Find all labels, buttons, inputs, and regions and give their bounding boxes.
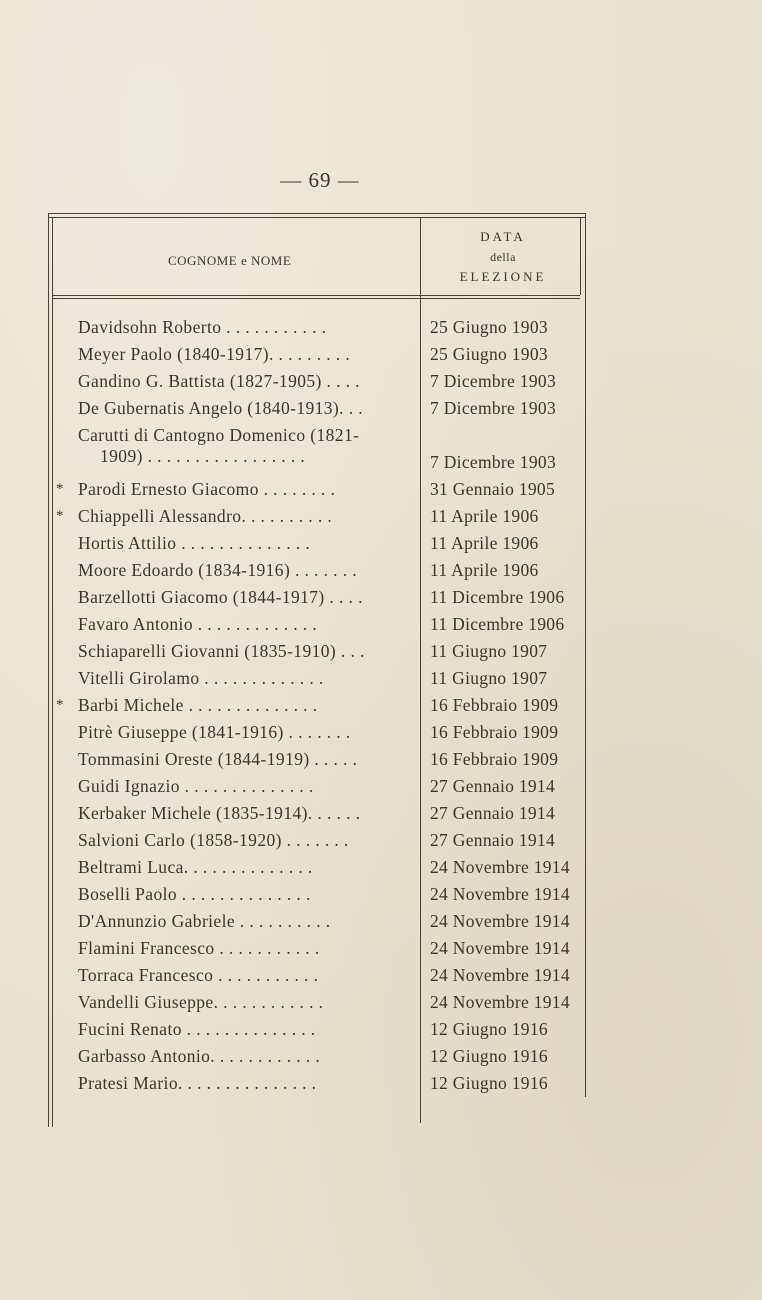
election-date: 16 Febbraio 1909 — [430, 749, 559, 769]
member-name: Chiappelli Alessandro. . . . . . . . . . — [78, 506, 333, 526]
election-date: 25 Giugno 1903 — [430, 344, 548, 364]
table-row — [48, 587, 586, 614]
table-row — [48, 776, 586, 803]
election-date: 24 Novembre 1914 — [430, 857, 570, 877]
date-column-header — [423, 227, 583, 287]
member-name: Pitrè Giuseppe (1841-1916) . . . . . . . — [78, 722, 351, 742]
election-date: 11 Aprile 1906 — [430, 506, 539, 526]
election-date: 24 Novembre 1914 — [430, 884, 570, 904]
election-date: 12 Giugno 1916 — [430, 1046, 548, 1066]
table-row — [48, 668, 586, 695]
election-date: 11 Dicembre 1906 — [430, 614, 565, 634]
election-date: 27 Gennaio 1914 — [430, 803, 556, 823]
table-row — [48, 641, 586, 668]
table-row — [48, 911, 586, 938]
page-number: — 69 — — [280, 168, 360, 192]
member-name: Boselli Paolo . . . . . . . . . . . . . . — [78, 884, 311, 904]
table-row — [48, 614, 586, 641]
table-row — [48, 344, 586, 371]
election-date: 16 Febbraio 1909 — [430, 722, 559, 742]
table-row — [48, 695, 586, 722]
member-name: Beltrami Luca. . . . . . . . . . . . . . — [78, 857, 313, 877]
table-row — [48, 1019, 586, 1046]
member-name: Fucini Renato . . . . . . . . . . . . . . — [78, 1019, 316, 1039]
table-row — [48, 1073, 586, 1100]
header-bottom-rule-inner — [52, 298, 580, 299]
election-date: 11 Giugno 1907 — [430, 668, 548, 688]
table-top-rule-inner — [48, 217, 586, 218]
election-date: 11 Aprile 1906 — [430, 560, 539, 580]
table-row — [48, 803, 586, 830]
table-row — [48, 965, 586, 992]
member-name: Pratesi Mario. . . . . . . . . . . . . . . — [78, 1073, 317, 1093]
election-date: 27 Gennaio 1914 — [430, 776, 556, 796]
member-name: Hortis Attilio . . . . . . . . . . . . . . — [78, 533, 311, 553]
election-date: 31 Gennaio 1905 — [430, 479, 556, 499]
table-row — [48, 830, 586, 857]
member-name: Gandino G. Battista (1827-1905) . . . . — [78, 371, 360, 391]
member-name: Flamini Francesco . . . . . . . . . . . — [78, 938, 320, 958]
table-row — [48, 749, 586, 776]
member-name — [78, 425, 413, 467]
member-name: Barzellotti Giacomo (1844-1917) . . . . — [78, 587, 363, 607]
date-header-line3: ELEZIONE — [459, 269, 547, 284]
election-date: 7 Dicembre 1903 — [430, 452, 556, 472]
name-column-header: COGNOME e NOME — [168, 253, 292, 268]
table-row — [48, 992, 586, 1019]
table-body — [48, 317, 586, 1100]
table-row — [48, 398, 586, 425]
row-star-mark: * — [56, 481, 64, 497]
table-row — [48, 479, 586, 506]
election-date: 24 Novembre 1914 — [430, 911, 570, 931]
member-name: Favaro Antonio . . . . . . . . . . . . . — [78, 614, 318, 634]
member-name: Salvioni Carlo (1858-1920) . . . . . . . — [78, 830, 349, 850]
member-name: Moore Edoardo (1834-1916) . . . . . . . — [78, 560, 358, 580]
election-date: 25 Giugno 1903 — [430, 317, 548, 337]
member-name: Vitelli Girolamo . . . . . . . . . . . . . — [78, 668, 324, 688]
row-star-mark: * — [56, 508, 64, 524]
table-row — [48, 1046, 586, 1073]
table-top-rule — [48, 213, 586, 214]
election-date: 24 Novembre 1914 — [430, 992, 570, 1012]
member-name-line1: Carutti di Cantogno Domenico (1821- — [78, 425, 360, 445]
member-name: D'Annunzio Gabriele . . . . . . . . . . — [78, 911, 331, 931]
member-name: Barbi Michele . . . . . . . . . . . . . . — [78, 695, 318, 715]
table-row — [48, 317, 586, 344]
table-row — [48, 506, 586, 533]
member-name: Tommasini Oreste (1844-1919) . . . . . — [78, 749, 358, 769]
date-header-line2: della — [490, 250, 516, 264]
table-row — [48, 722, 586, 749]
table-row — [48, 938, 586, 965]
table-row — [48, 857, 586, 884]
table-row — [48, 425, 586, 479]
table-row — [48, 533, 586, 560]
election-date: 24 Novembre 1914 — [430, 965, 570, 985]
election-date: 12 Giugno 1916 — [430, 1019, 548, 1039]
election-date: 16 Febbraio 1909 — [430, 695, 559, 715]
member-name: Davidsohn Roberto . . . . . . . . . . . — [78, 317, 327, 337]
table-row — [48, 884, 586, 911]
election-date: 24 Novembre 1914 — [430, 938, 570, 958]
table-row — [48, 560, 586, 587]
member-name: Vandelli Giuseppe. . . . . . . . . . . . — [78, 992, 324, 1012]
member-name: Schiaparelli Giovanni (1835-1910) . . . — [78, 641, 365, 661]
header-bottom-rule — [52, 295, 580, 296]
member-name: Parodi Ernesto Giacomo . . . . . . . . — [78, 479, 336, 499]
member-name: Kerbaker Michele (1835-1914). . . . . . — [78, 803, 361, 823]
election-date: 12 Giugno 1916 — [430, 1073, 548, 1093]
election-date: 7 Dicembre 1903 — [430, 398, 556, 418]
election-date: 11 Giugno 1907 — [430, 641, 548, 661]
table-row — [48, 371, 586, 398]
members-table — [48, 213, 586, 1127]
election-date: 11 Aprile 1906 — [430, 533, 539, 553]
member-name: De Gubernatis Angelo (1840-1913). . . — [78, 398, 364, 418]
member-name: Guidi Ignazio . . . . . . . . . . . . . . — [78, 776, 314, 796]
member-name: Garbasso Antonio. . . . . . . . . . . . — [78, 1046, 321, 1066]
member-name-line2: 1909) . . . . . . . . . . . . . . . . . — [100, 446, 306, 466]
election-date: 27 Gennaio 1914 — [430, 830, 556, 850]
election-date: 7 Dicembre 1903 — [430, 371, 556, 391]
date-header-line1: DATA — [480, 229, 526, 244]
election-date: 11 Dicembre 1906 — [430, 587, 565, 607]
member-name: Meyer Paolo (1840-1917). . . . . . . . . — [78, 344, 351, 364]
member-name: Torraca Francesco . . . . . . . . . . . — [78, 965, 319, 985]
row-star-mark: * — [56, 697, 64, 713]
